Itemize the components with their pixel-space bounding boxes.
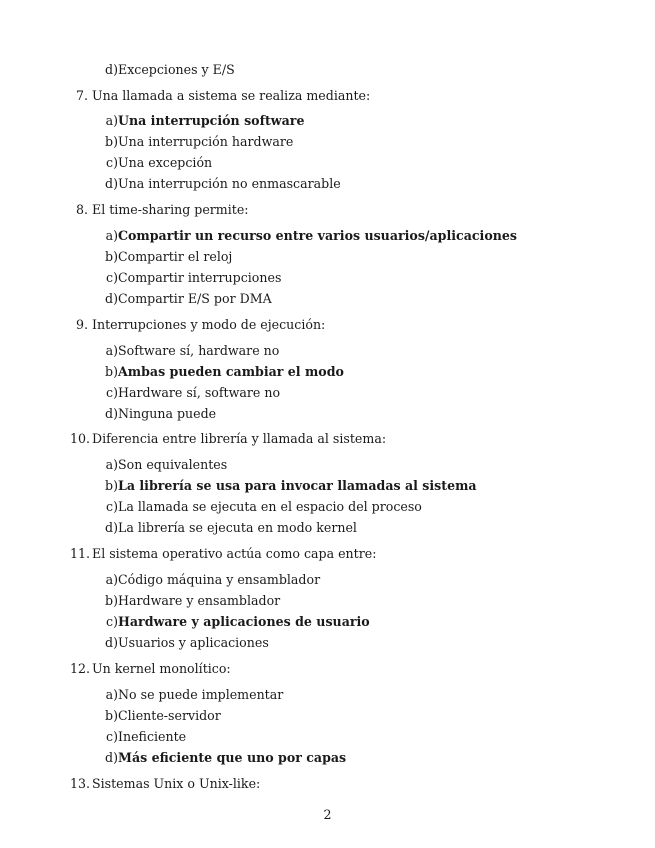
option-label: b) <box>105 249 118 264</box>
question-number: 12. <box>70 661 91 676</box>
option-label: b) <box>105 134 118 149</box>
option-label: a) <box>105 113 118 128</box>
option-label: c) <box>106 270 118 285</box>
option-text: Excepciones y E/S <box>118 62 235 77</box>
page-number: 2 <box>323 807 332 822</box>
option-label: d) <box>105 62 118 77</box>
option-text: Una interrupción hardware <box>118 134 294 149</box>
option-label: a) <box>105 343 118 358</box>
option-text: Hardware y ensamblador <box>118 593 281 608</box>
option-label: d) <box>105 406 118 421</box>
option-label: c) <box>106 155 118 170</box>
question-text: Diferencia entre librería y llamada al sistema: <box>92 431 387 446</box>
option-text-correct: Más eficiente que uno por capas <box>118 750 347 765</box>
option-text-correct: Ambas pueden cambiar el modo <box>118 364 344 379</box>
option-label: b) <box>105 478 118 493</box>
option-text: Compartir el reloj <box>118 249 233 264</box>
option-label: d) <box>105 635 118 650</box>
question-number: 11. <box>70 546 91 561</box>
option-label: d) <box>105 176 118 191</box>
option-text: Usuarios y aplicaciones <box>118 635 269 650</box>
option-label: c) <box>106 729 118 744</box>
option-text: Hardware sí, software no <box>118 385 281 400</box>
option-text: Ineficiente <box>118 729 187 744</box>
option-label: d) <box>105 291 118 306</box>
option-text: Una interrupción no enmascarable <box>118 176 341 191</box>
question-number: 9. <box>75 317 88 332</box>
option-text: Una excepción <box>118 155 213 170</box>
option-text-correct: Hardware y aplicaciones de usuario <box>118 614 370 629</box>
option-label: d) <box>105 520 118 535</box>
question-number: 10. <box>70 431 91 446</box>
option-label: b) <box>105 593 118 608</box>
option-text: Ninguna puede <box>118 406 217 421</box>
option-text: Cliente-servidor <box>118 708 221 723</box>
option-text-correct: La librería se usa para invocar llamadas al sistema <box>118 478 477 493</box>
option-text: Compartir interrupciones <box>118 270 282 285</box>
option-label: a) <box>105 572 118 587</box>
option-text: Son equivalentes <box>118 457 228 472</box>
option-text: La librería se ejecuta en modo kernel <box>118 520 357 535</box>
option-label: c) <box>106 614 118 629</box>
option-label: a) <box>105 228 118 243</box>
question-text: Interrupciones y modo de ejecución: <box>92 317 326 332</box>
option-label: b) <box>105 708 118 723</box>
option-text: Compartir E/S por DMA <box>118 291 272 306</box>
question-text: Un kernel monolítico: <box>92 661 231 676</box>
question-text: El time-sharing permite: <box>92 202 249 217</box>
option-label: c) <box>106 385 118 400</box>
option-text: Software sí, hardware no <box>118 343 280 358</box>
question-text: El sistema operativo actúa como capa entre: <box>92 546 377 561</box>
option-label: c) <box>106 499 118 514</box>
option-text: Código máquina y ensamblador <box>118 572 321 587</box>
question-number: 13. <box>70 776 91 791</box>
option-label: b) <box>105 364 118 379</box>
question-number: 8. <box>75 202 88 217</box>
option-text: La llamada se ejecuta en el espacio del proceso <box>118 499 422 514</box>
question-text: Una llamada a sistema se realiza mediante: <box>92 88 371 103</box>
option-text-correct: Compartir un recurso entre varios usuarios/aplicaciones <box>118 228 517 243</box>
question-text: Sistemas Unix o Unix-like: <box>92 776 261 791</box>
option-label: d) <box>105 750 118 765</box>
option-text: No se puede implementar <box>118 687 284 702</box>
question-number: 7. <box>75 88 88 103</box>
option-text-correct: Una interrupción software <box>118 113 305 128</box>
option-label: a) <box>105 687 118 702</box>
option-label: a) <box>105 457 118 472</box>
